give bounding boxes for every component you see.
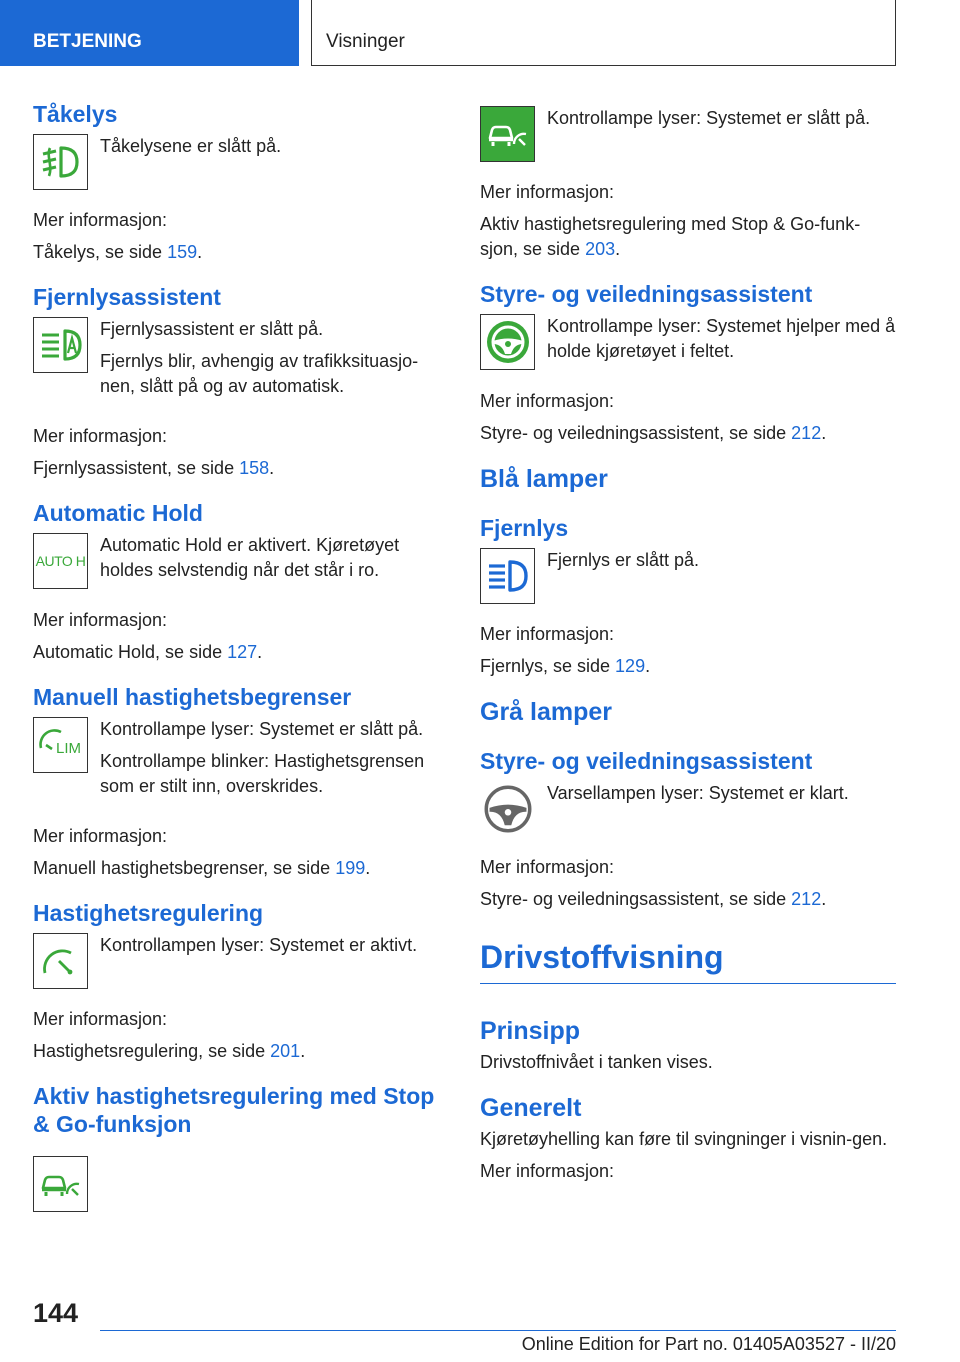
lamp-entry — [33, 533, 453, 590]
speed-limiter-icon — [33, 717, 88, 773]
page-reference: Aktiv hastighetsregulering med Stop & Go-funk‐sjon, se side 203. — [480, 214, 861, 259]
edition-text: Online Edition for Part no. 01405A03527 - II/20 — [521, 1334, 896, 1354]
page-reference: Tåkelys, se side 159. — [33, 242, 203, 262]
more-info-label: Mer informasjon: — [33, 826, 168, 846]
high-beam-icon — [480, 548, 535, 604]
page-reference: Fjernlys, se side 129. — [480, 656, 651, 676]
principle-text: Drivstoffnivået i tanken vises. — [480, 1052, 713, 1072]
page-reference: Hastighetsregulering, se side 201. — [33, 1041, 306, 1061]
page-link[interactable]: 212 — [791, 423, 822, 443]
more-info-label: Mer informasjon: — [33, 426, 168, 446]
page-link[interactable]: 212 — [791, 889, 822, 909]
more-info-label: Mer informasjon: — [480, 624, 615, 644]
lamp-entry — [33, 134, 453, 190]
lamp-description: Fjernlys blir, avhengig av trafikksituasjo‐nen, slått på og av automatisk. — [100, 351, 419, 396]
more-info-label: Mer informasjon: — [33, 1009, 168, 1029]
right-column — [480, 100, 896, 1202]
limiter-icon-label: LIM — [56, 740, 82, 757]
more-info-label: Mer informasjon: — [480, 182, 615, 202]
page-number: 144 — [33, 1298, 79, 1328]
lamp-description: Kontrollampe blinker: Hastighetsgrensen som er stilt inn, overskrides. — [100, 751, 425, 796]
heading-steering-assist: Styre- og veiledningsassistent — [480, 748, 813, 774]
fog-light-icon — [33, 134, 88, 190]
heading-active-cruise-control: Aktiv hastighetsregulering med Stop & Go-funksjon — [33, 1083, 435, 1137]
more-info-label: Mer informasjon: — [33, 610, 168, 630]
page-link[interactable]: 159 — [167, 242, 198, 262]
heading-general: Generelt — [480, 1094, 582, 1122]
active-cruise-control-green-icon — [480, 106, 535, 162]
page-link[interactable]: 127 — [227, 642, 258, 662]
steering-wheel-grey-icon — [480, 781, 535, 837]
page-link[interactable]: 201 — [270, 1041, 301, 1061]
auto-hold-icon — [33, 533, 88, 589]
lamp-entry — [480, 548, 896, 604]
section-tab: BETJENING — [0, 0, 299, 66]
more-info-label: Mer informasjon: — [480, 391, 615, 411]
lamp-description: Kontrollampe lyser: Systemet hjelper med å holde kjøretøyet i feltet. — [547, 316, 896, 361]
heading-automatic-hold: Automatic Hold — [33, 500, 203, 526]
footer-divider — [100, 1330, 896, 1331]
page-header — [0, 0, 960, 66]
left-column — [33, 100, 453, 1230]
page-reference: Styre- og veiledningsassistent, se side 212. — [480, 423, 827, 443]
heading-grey-lamps: Grå lamper — [480, 698, 613, 726]
cruise-control-icon — [33, 933, 88, 989]
page-link[interactable]: 199 — [335, 858, 366, 878]
lamp-entry — [480, 106, 896, 162]
lamp-description: Kontrollampen lyser: Systemet er aktivt. — [100, 935, 418, 955]
section-steering-assist-grey — [480, 747, 896, 912]
section-fjernlysassistent — [33, 283, 453, 481]
heading-takelys: Tåkelys — [33, 101, 118, 127]
section-principle — [480, 1016, 896, 1075]
more-info-label: Mer informasjon: — [480, 857, 615, 877]
lamp-description: Fjernlys er slått på. — [547, 550, 700, 570]
page-reference: Manuell hastighetsbegrenser, se side 199. — [33, 858, 371, 878]
high-beam-assist-icon — [33, 317, 88, 373]
lamp-entry — [33, 717, 453, 806]
heading-high-beam: Fjernlys — [480, 515, 569, 541]
page-link[interactable]: 203 — [585, 239, 616, 259]
more-info-label: Mer informasjon: — [480, 1161, 615, 1181]
page-reference: Fjernlysassistent, se side 158. — [33, 458, 275, 478]
page-reference: Automatic Hold, se side 127. — [33, 642, 263, 662]
lamp-entry — [480, 314, 896, 371]
lamp-description: Automatic Hold er aktivert. Kjøretøyet holdes selvstendig når det står i ro. — [100, 535, 400, 580]
section-cruise-control — [33, 899, 453, 1064]
lamp-description: Tåkelysene er slått på. — [100, 136, 282, 156]
lamp-description: Kontrollampe lyser: Systemet er slått på. — [547, 108, 871, 128]
section-active-cruise-control-cont — [480, 106, 896, 262]
lamp-description: Fjernlysassistent er slått på. — [100, 319, 324, 339]
heading-cruise-control: Hastighetsregulering — [33, 900, 264, 926]
section-takelys — [33, 100, 453, 265]
active-cruise-control-icon — [33, 1156, 88, 1212]
auto-hold-icon-label: AUTO H — [35, 553, 86, 569]
heading-steering-assist: Styre- og veiledningsassistent — [480, 281, 813, 307]
lamp-entry — [33, 933, 453, 989]
more-info-label: Mer informasjon: — [33, 210, 168, 230]
heading-principle: Prinsipp — [480, 1017, 581, 1045]
section-active-cruise-control — [33, 1082, 453, 1212]
heading-speed-limiter: Manuell hastighetsbegrenser — [33, 684, 352, 710]
page-link[interactable]: 129 — [615, 656, 646, 676]
section-high-beam — [480, 514, 896, 679]
lamp-description: Kontrollampe lyser: Systemet er slått på. — [100, 719, 424, 739]
lamp-description: Varsellampen lyser: Systemet er klart. — [547, 783, 849, 803]
section-steering-assist-green — [480, 280, 896, 446]
section-automatic-hold — [33, 499, 453, 665]
heading-fuel-display: Drivstoffvisning — [480, 938, 896, 984]
page-reference: Styre- og veiledningsassistent, se side 212. — [480, 889, 827, 909]
topic-tab: Visninger — [311, 0, 896, 66]
lamp-entry — [480, 781, 896, 837]
heading-blue-lamps: Blå lamper — [480, 465, 608, 493]
page-link[interactable]: 158 — [239, 458, 270, 478]
lamp-entry — [33, 317, 453, 406]
section-speed-limiter — [33, 683, 453, 881]
section-general — [480, 1093, 896, 1184]
heading-fjernlysassistent: Fjernlysassistent — [33, 284, 221, 310]
steering-wheel-icon — [480, 314, 535, 370]
general-text: Kjøretøyhelling kan føre til svingninger i visnin‐gen. — [480, 1129, 888, 1149]
